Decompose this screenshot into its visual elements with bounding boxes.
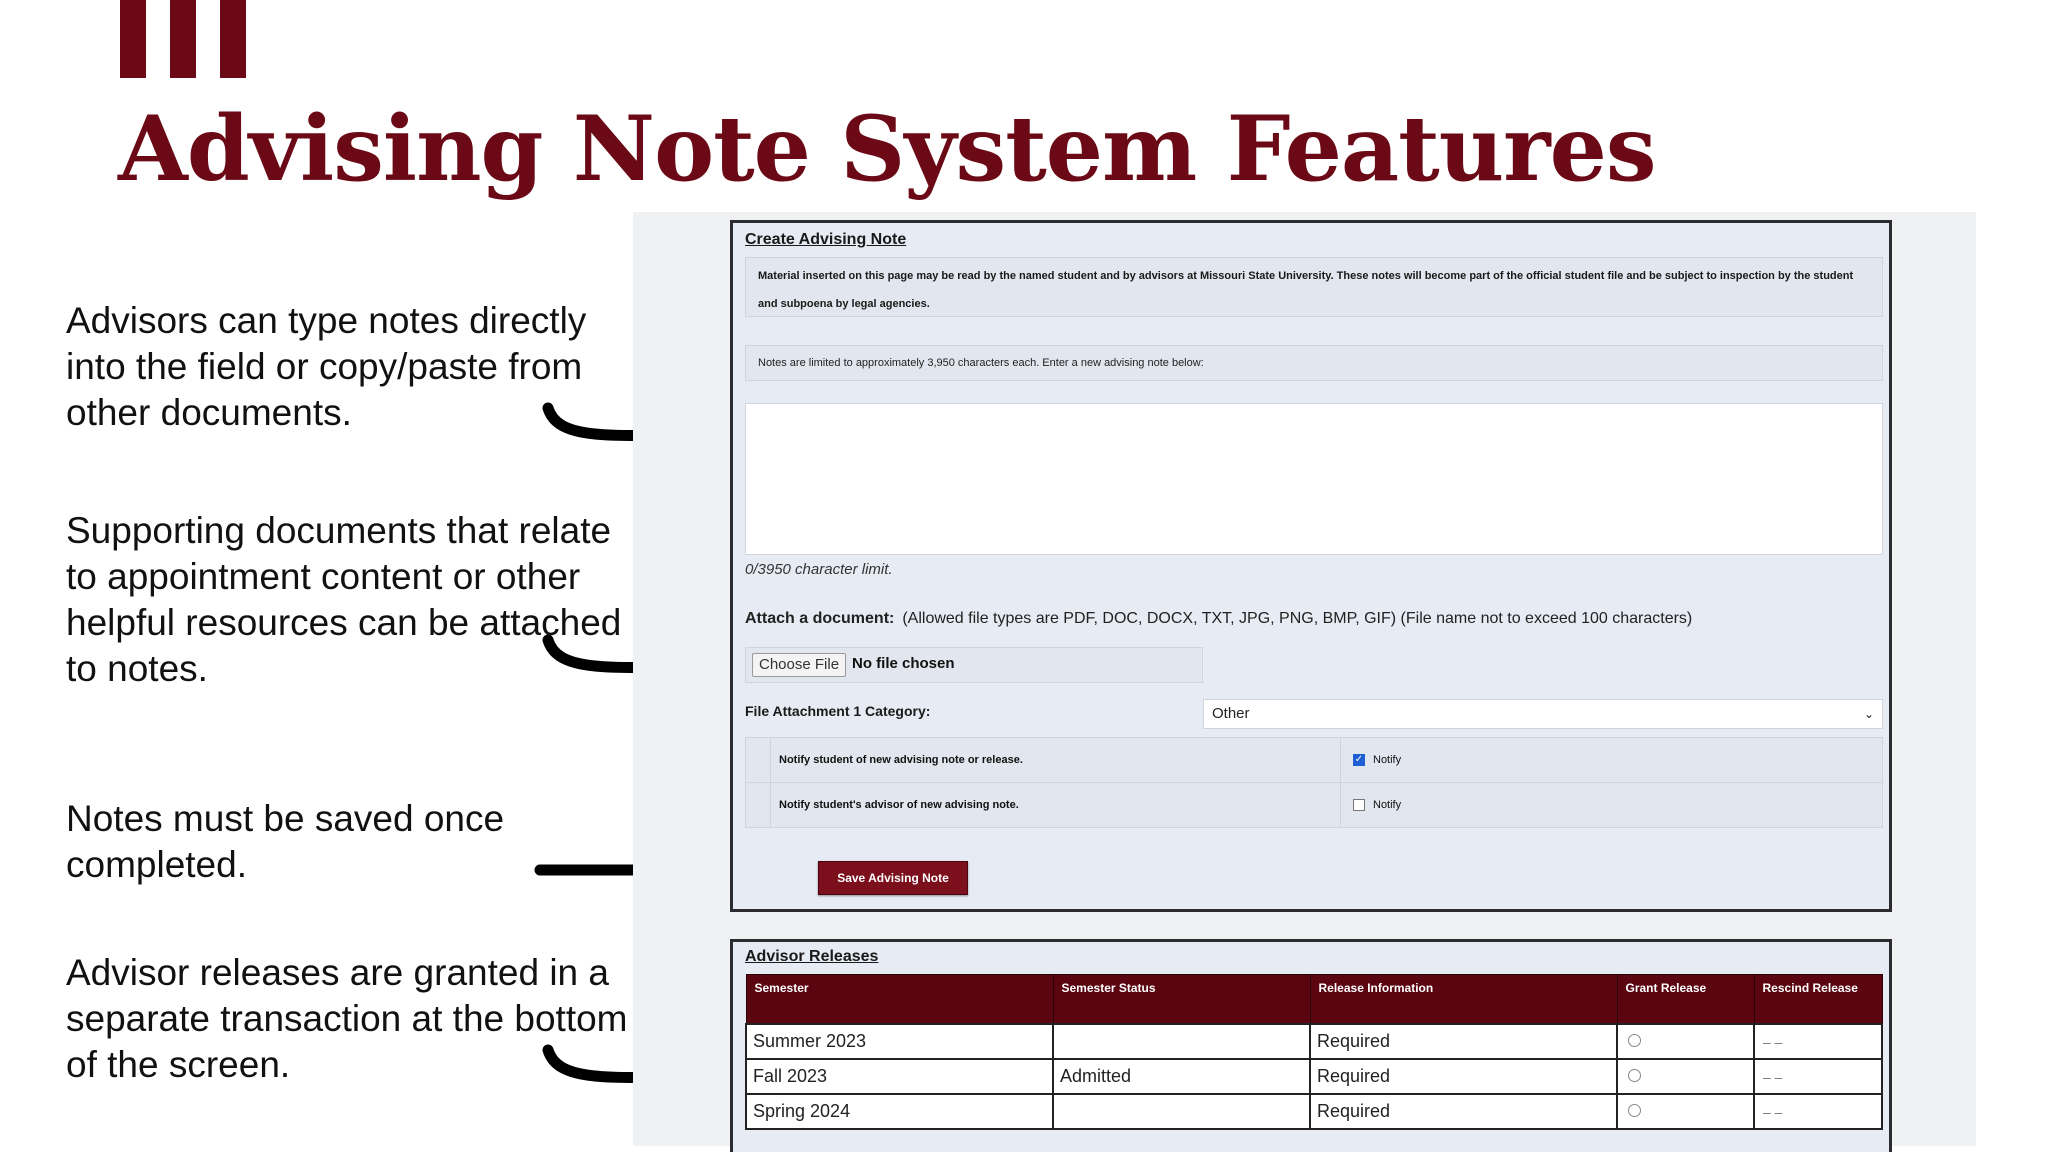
note-textarea[interactable] [745,403,1883,555]
notify-advisor-label: Notify student's advisor of new advising note. [771,783,1341,828]
notify-option-label: Notify [1373,798,1402,811]
releases-header-row [746,975,1882,1025]
semester-cell: Summer 2023 [746,1024,1053,1059]
notify-student-checkbox[interactable]: ✓ [1354,754,1364,766]
rescind-cell: – – [1763,1104,1783,1120]
file-picker [745,647,1203,683]
semester-cell: Fall 2023 [746,1059,1053,1094]
col-header: Semester Status [1053,975,1310,1025]
category-label: File Attachment 1 Category: [745,703,931,719]
logo-bar [120,0,146,78]
grant-release-radio[interactable] [1628,1034,1641,1047]
rescind-cell: – – [1763,1034,1783,1050]
semester-cell: Spring 2024 [746,1094,1053,1129]
rescind-cell: – – [1763,1069,1783,1085]
notify-advisor-checkbox[interactable] [1353,799,1365,811]
category-select[interactable] [1203,699,1883,729]
col-header: Release Information [1310,975,1617,1025]
callout-attach-docs: Supporting documents that relate to appointment content or other helpful resources can be attached to notes. [66,510,622,689]
col-header: Grant Release [1617,975,1754,1025]
advisor-releases-panel [730,939,1892,1152]
panel-title: Create Advising Note [745,231,907,248]
notify-option-label: Notify [1373,753,1402,766]
col-header: Semester [746,975,1053,1025]
category-value: Other [1212,705,1250,722]
logo-bar [170,0,196,78]
releases-title: Advisor Releases [745,948,879,965]
limit-notice: Notes are limited to approximately 3,950 characters each. Enter a new advising note below: [745,345,1883,381]
file-status: No file chosen [852,655,955,672]
callout-type-notes: Advisors can type notes directly into the field or copy/paste from other documents. [66,300,587,433]
create-note-panel [730,220,1892,912]
attach-label [745,610,1692,628]
save-note-button[interactable]: Save Advising Note [818,861,968,895]
callout-save-notes: Notes must be saved once completed. [66,798,505,885]
slide-title: Advising Note System Features [118,96,1656,202]
col-header: Rescind Release [1754,975,1882,1025]
privacy-notice: Material inserted on this page may be read by the named student and by advisors at Missouri State University. These notes will become part of the official student file and be subject to inspection by the student and subpoena by legal agencies. [745,257,1883,317]
releases-table [745,974,1883,1130]
info-cell: Required [1310,1059,1617,1094]
attach-label-title: Attach a document: [745,610,895,627]
chevron-down-icon: ⌄ [1863,707,1874,721]
status-cell [1053,1024,1310,1059]
notify-row [746,738,1883,783]
grant-release-radio[interactable] [1628,1104,1641,1117]
notify-student-label: Notify student of new advising note or release. [771,738,1341,783]
table-row [746,1094,1882,1129]
choose-file-button[interactable]: Choose File [752,653,846,677]
notify-options [745,737,1883,828]
status-cell: Admitted [1053,1059,1310,1094]
grant-release-radio[interactable] [1628,1069,1641,1082]
info-cell: Required [1310,1094,1617,1129]
char-counter: 0/3950 character limit. [745,561,893,578]
info-cell: Required [1310,1024,1617,1059]
attach-help: (Allowed file types are PDF, DOC, DOCX, TXT, JPG, PNG, BMP, GIF) (File name not to exceed 100 characters) [902,610,1693,627]
table-row [746,1059,1882,1094]
callout-advisor-releases: Advisor releases are granted in a separate transaction at the bottom of the screen. [66,952,628,1085]
logo-bar [220,0,246,78]
table-row [746,1024,1882,1059]
brand-logo-bars [120,0,246,78]
notify-row [746,783,1883,828]
status-cell [1053,1094,1310,1129]
